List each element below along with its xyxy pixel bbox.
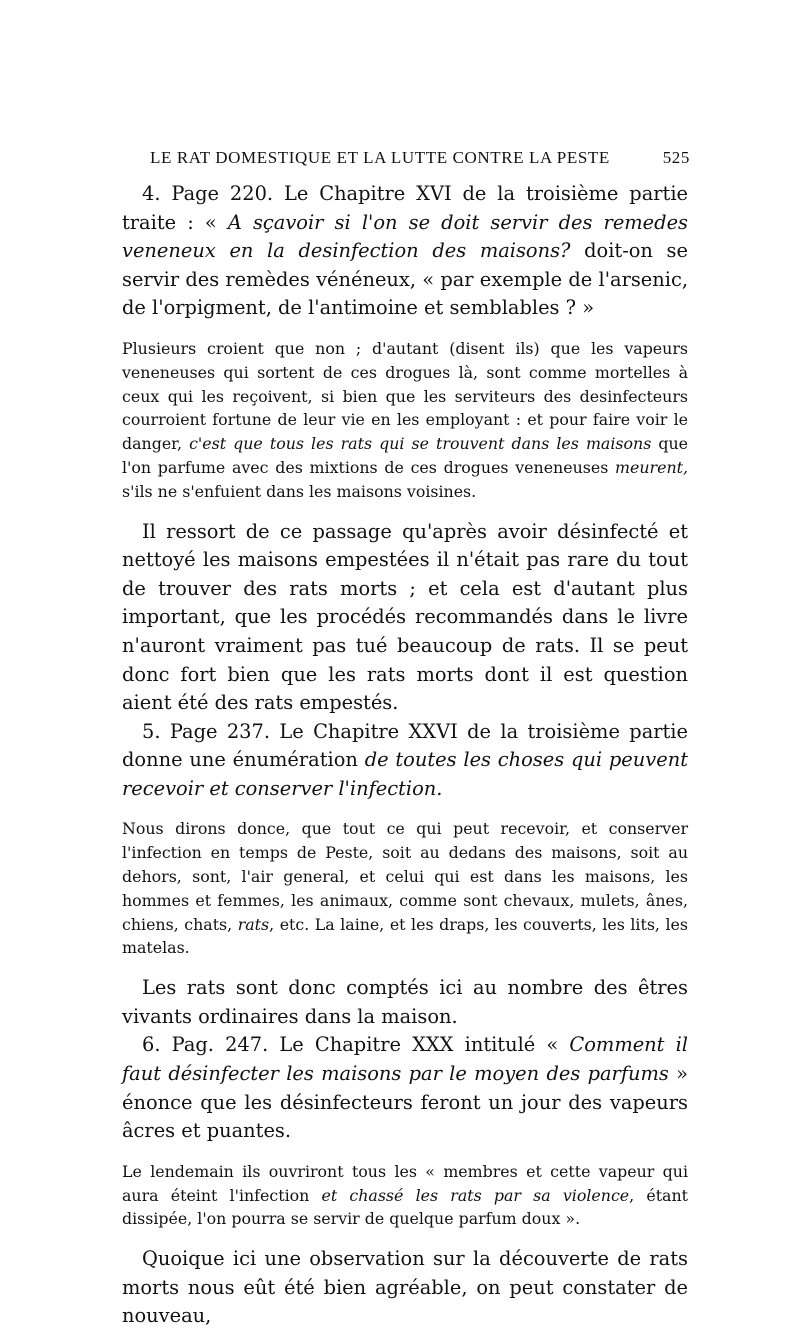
item-4-lead: 4. Page 220. Le Chapitre XVI de la troisième partie traite : «	[122, 182, 688, 234]
page-number: 525	[662, 148, 690, 167]
quote-1-italic-1: c'est que tous les rats qui se trouvent dans les maisons	[189, 434, 652, 454]
quote-2-after: , etc. La laine, et les draps, les couverts, les lits, les matelas.	[122, 914, 688, 958]
item-6-italic: Comment il faut désinfecter les maisons par le moyen des parfums	[122, 1033, 689, 1086]
item-4-paragraph	[122, 180, 688, 323]
quote-1-italic-2: meurent,	[615, 457, 688, 477]
paragraph-dead-rats: Il ressort de ce passage qu'après avoir désinfecté et nettoyé les maisons empestées il n'était pas rare du tout de trouver des rats morts ; et cela est d'autant plus important, que les procédés recommandés dans le livre n'auront vraiment pas tué beaucoup de rats. Il se peut donc fort bien que les rats morts dont il est question aient été des rats empestés.	[122, 519, 688, 715]
quote-3-block	[122, 1160, 688, 1231]
running-header	[150, 148, 690, 168]
item-5-lead: 5. Page 237. Le Chapitre XXVI de la troisième partie donne une énumération	[122, 719, 688, 772]
quote-2-block	[122, 817, 688, 960]
paragraph-living-beings: Les rats sont donc comptés ici au nombre des êtres vivants ordinaires dans la maison.	[122, 976, 688, 1028]
page-body	[122, 180, 688, 1331]
quote-2-text: Nous dirons donce, que tout ce qui peut recevoir, et conserver l'infection en temps de Peste, soit au dedans des maisons, soit au dehors, sont, l'air general, et celui qui est dans les maisons, les hommes et femmes, les animaux, comme sont chevaux, mulets, ânes, chiens, chats,	[122, 819, 688, 934]
item-5-paragraph	[122, 718, 688, 804]
quote-1-middle: que l'on parfume avec des mixtions de ces drogues veneneuses	[122, 434, 688, 477]
item-5-italic: de toutes les choses qui peuvent recevoir et conserver l'infection.	[122, 748, 688, 800]
item-6-paragraph	[122, 1031, 688, 1145]
quote-2-italic: rats	[237, 914, 270, 934]
quote-3-italic: et chassé les rats par sa violence	[321, 1185, 630, 1205]
item-6-tail: » énonce que les désinfecteurs feront un jour des vapeurs âcres et puantes.	[122, 1062, 688, 1143]
quote-1-text: Plusieurs croient que non ; d'autant (disent ils) que les vapeurs veneneuses qui sortent de ces drogues là, sont comme mortelles à ceux qui les reçoivent, si bien que les serviteurs des desinfecteurs courroient fortune de leur vie en les employant : et pour faire voir le danger,	[122, 338, 688, 454]
item-4-tail: doit-on se servir des remèdes vénéneux, « par exemple de l'arsenic, de l'orpigment, de l'antimoine et semblables ? »	[122, 239, 688, 320]
quote-1-block	[122, 337, 688, 504]
paragraph-final: Quoique ici une observation sur la découverte de rats morts nous eût été bien agréable, on peut constater de nouveau,	[122, 1247, 688, 1328]
item-4-italic-title: A sçavoir si l'on se doit servir des remedes veneneux en la desinfection des maisons?	[122, 210, 689, 263]
running-title: LE RAT DOMESTIQUE ET LA LUTTE CONTRE LA PESTE	[150, 148, 610, 167]
item-6-lead: 6. Pag. 247. Le Chapitre XXX intitulé «	[142, 1033, 570, 1057]
quote-1-after: s'ils ne s'enfuient dans les maisons voisines.	[122, 481, 477, 501]
quote-3-text: Le lendemain ils ouvriront tous les « membres et cette vapeur qui aura éteint l'infection	[122, 1161, 688, 1205]
quote-3-after: , étant dissipée, l'on pourra se servir de quelque parfum doux ».	[122, 1185, 688, 1229]
